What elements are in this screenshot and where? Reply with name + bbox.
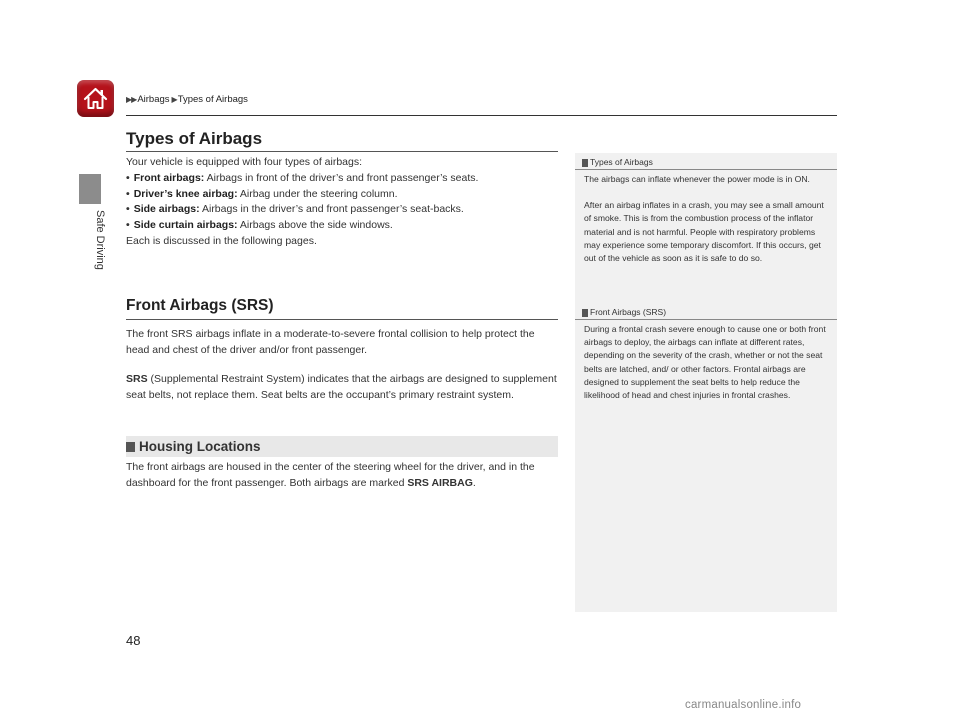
watermark: carmanualsonline.info xyxy=(685,699,802,711)
title-divider xyxy=(126,151,558,152)
breadcrumb-item-current: Types of Airbags xyxy=(177,94,248,105)
chapter-label xyxy=(94,210,108,290)
note-title-text: Types of Airbags xyxy=(590,157,653,167)
note-paragraph: During a frontal crash severe enough to cause one or both front airbags to deploy, the airbags can inflate at different rates, depending on the severity of the crash, whether or not the seat belts are latched, and/ or other factors. Frontal airbags are designed to supplement the seat belts to help reduce the likelihood of head and chest injuries in frontal crashes. xyxy=(584,324,826,401)
note-title xyxy=(575,306,837,319)
subsection-title: Housing Locations xyxy=(139,439,261,454)
housing-paragraph xyxy=(126,460,566,492)
bullet-icon: • xyxy=(126,187,130,200)
home-button[interactable] xyxy=(77,80,114,117)
bullet-term: Front airbags: xyxy=(133,171,205,184)
note-body xyxy=(575,320,837,402)
subsection-header xyxy=(126,436,558,457)
chapter-tab-marker xyxy=(79,174,101,204)
bullet-item xyxy=(126,171,558,187)
section-divider xyxy=(126,319,558,320)
note-title-text: Front Airbags (SRS) xyxy=(590,307,667,317)
front-airbags-paragraph: The front SRS airbags inflate in a moderate-to-severe frontal collision to help protect the head and chest of the driver and/or front passenger. xyxy=(126,328,535,356)
intro-line: Your vehicle is equipped with four types of airbags: xyxy=(126,156,363,168)
chevron-right-icon: ▶▶ xyxy=(126,95,137,104)
notes-sidebar xyxy=(575,153,837,612)
srs-airbag-term: SRS AIRBAG xyxy=(407,476,473,489)
chevron-right-icon: ▶ xyxy=(171,95,177,104)
square-bullet-icon xyxy=(126,442,135,452)
bullet-item xyxy=(126,187,558,203)
bullet-term: Driver’s knee airbag: xyxy=(133,187,238,200)
page-number: 48 xyxy=(126,633,141,648)
breadcrumb-item-airbags[interactable]: Airbags xyxy=(137,94,170,105)
bullet-term: Side airbags: xyxy=(133,203,200,216)
header-divider xyxy=(126,115,837,116)
page-title: Types of Airbags xyxy=(126,129,263,148)
bullet-item xyxy=(126,202,558,218)
home-icon xyxy=(82,86,109,111)
bullet-text: Airbags in front of the driver’s and front passenger’s seats. xyxy=(204,171,479,184)
bullet-text: Airbags in the driver’s and front passenger’s seat-backs. xyxy=(199,203,464,216)
section-title-front-airbags: Front Airbags (SRS) xyxy=(126,297,274,314)
bullet-icon: • xyxy=(126,171,130,184)
chapter-label-text: Safe Driving xyxy=(94,210,106,270)
bullet-term: Side curtain airbags: xyxy=(133,219,238,232)
note-paragraph: After an airbag inflates in a crash, you may see a small amount of smoke. This is from the combustion process of the inflator material and is not harmful. People with respiratory problems may experience some temporary discomfort. If this occurs, get out of the vehicle as soon as it is safe to do so. xyxy=(584,200,824,264)
note-types-of-airbags xyxy=(575,156,837,265)
note-icon xyxy=(582,309,588,317)
srs-paragraph xyxy=(126,372,558,404)
bullet-item xyxy=(126,218,558,234)
note-body xyxy=(575,170,837,265)
note-title xyxy=(575,156,837,169)
outro-line: Each is discussed in the following pages. xyxy=(126,234,317,247)
bullet-icon: • xyxy=(126,203,130,216)
bullet-text: Airbags above the side windows. xyxy=(237,219,393,232)
bullet-icon: • xyxy=(126,219,130,232)
housing-text-end: . xyxy=(472,476,476,489)
srs-term: SRS xyxy=(126,373,148,385)
note-paragraph: The airbags can inflate whenever the power mode is in ON. xyxy=(584,174,810,184)
breadcrumb xyxy=(126,94,248,105)
srs-text: (Supplemental Restraint System) indicates that the airbags are designed to supplement seat belts, not replace them. Seat belts are the occupant’s primary restraint system. xyxy=(126,373,557,401)
note-front-airbags xyxy=(575,306,837,402)
note-icon xyxy=(582,159,588,167)
housing-text: The front airbags are housed in the center of the steering wheel for the driver, and in the dashboard for the front passenger. Both airbags are marked xyxy=(126,461,535,489)
types-intro xyxy=(126,155,558,250)
bullet-text: Airbag under the steering column. xyxy=(237,187,398,200)
